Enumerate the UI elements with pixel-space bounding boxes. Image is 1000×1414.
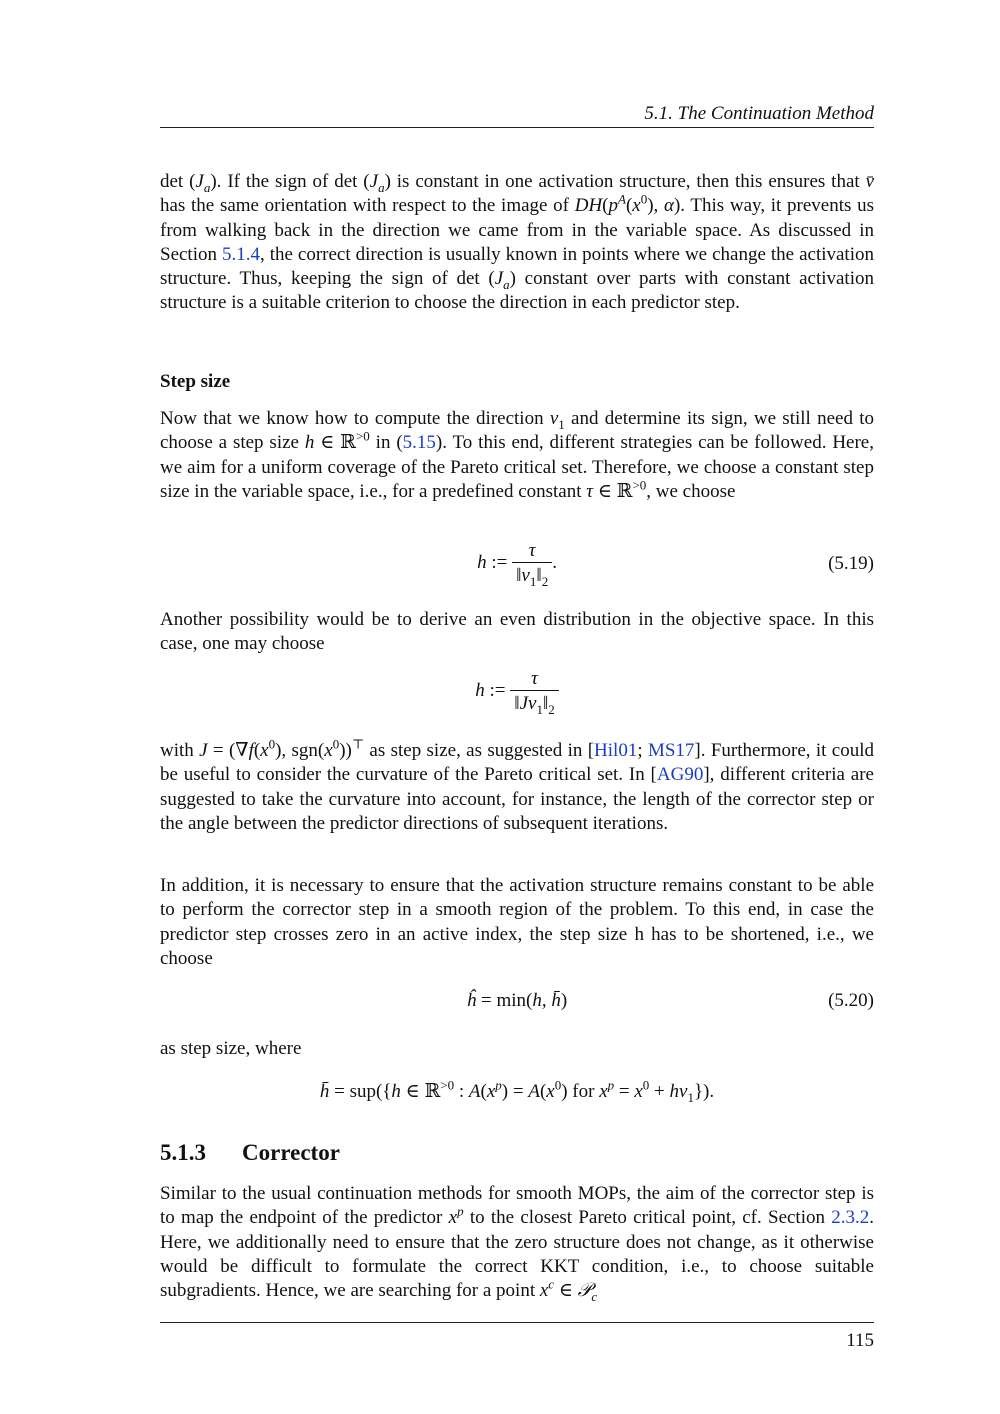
citation-hil01[interactable]: Hil01 [594,740,638,761]
paragraph-orientation: $\det (J_a)$. If the sign of $\det (J_a)$ is constant in one activation structure, then this ensures that v̄ has the same orientation with respect to the image of $DH(p^A(x^0)$, α). This way, it prevents us from walking back in the direction we came from in the variable space. As discussed in Section 5.1.4, the correct direction is usually known in points where we change the activation structure. Thus, keeping the sign of $\det (J_a)$ constant over parts with constant activation structure is a suitable criterion to choose the direction in each predictor step. [160,171,874,314]
citation-ag90[interactable]: AG90 [656,764,704,786]
equation-5-19 [160,540,874,592]
section-heading-corrector [160,1140,874,1166]
equation-5-20: ĥ = min(h, h̄) (5.20) [466,990,874,1011]
equation-link-5-15[interactable]: 5.15 [402,432,436,454]
paragraph-activation-structure: In addition, it is necessary to ensure that the activation structure remains constant to be able to perform the corrector step in a smooth region of the problem. To this end, in case the predictor step crosses zero in an active index, the step size h has to be shortened, i.e., we choose [160,875,874,969]
section-number: 5.1.3 [160,1140,206,1165]
citation-ms17[interactable]: MS17 [647,740,695,761]
equation-objective-step: h := $\frac{\tau}{‖Jv_1‖_2}$ [160,668,874,720]
footer-rule [160,1322,874,1323]
header-rule [160,127,874,128]
section-link-2-3-2[interactable]: 2.3.2 [831,1207,870,1229]
paragraph-objective-space: Another possibility would be to derive an even distribution in the objective space. In this case, one may choose [160,609,874,655]
paragraph-step-size: Now that we know how to compute the direction $v_1$ and determine its sign, we still need to choose a step size h ∈ ℝ$^{>0}$ in (5.15). To this end, different strategies can be followed. Here, we aim for a uniform coverage of the Pareto critical set. Therefore, we choose a constant step size in the variable space, i.e., for a predefined constant τ ∈ ℝ$^{>0}$, we choose [160,408,874,502]
section-title: Corrector [242,1140,340,1165]
paragraph-curvature: with $J = (\nabla f(x^0)$, $sgn(x^0))^⊤$ as step size, as suggested in [Hil01; MS17]. Furthermore, it could be useful to consider the curvature of the Pareto critical set. In [AG90], different criteria are suggested to take the curvature into account, for instance, the length of the corrector step or the angle between the predictor directions of subsequent iterations. [160,736,875,834]
equation-body: h := $\frac{\tau}{‖v_1‖_2}$ . [477,540,557,589]
page-number: 115 [846,1330,874,1351]
equation-number: (5.20) [828,990,874,1011]
section-link-5-1-4[interactable]: 5.1.4 [221,243,260,265]
running-header: 5.1. The Continuation Method [644,103,874,124]
equation-number: (5.19) [828,553,874,574]
paragraph-where: as step size, where [160,1038,302,1059]
paragraph-corrector: Similar to the usual continuation methods for smooth MOPs, the aim of the corrector step is to map the endpoint of the predictor $x^p$ to the closest Pareto critical point, cf. Section 2.3.2. Here, we additionally need to ensure that the zero structure does not change, as it otherwise would be difficult to formulate the correct KKT condition, i.e., to choose suitable subgradients. Hence, we are searching for a point $x^c$ ∈ 𝒫$_c$ [160,1183,874,1304]
subsection-heading-step-size: Step size [160,371,231,392]
equation-h-bar: h̄ = sup({h ∈ ℝ$^{>0}$ : $A(x^p) = A(x^0)$ for $x^p = x^0 + hv_1$}). [319,1077,715,1105]
